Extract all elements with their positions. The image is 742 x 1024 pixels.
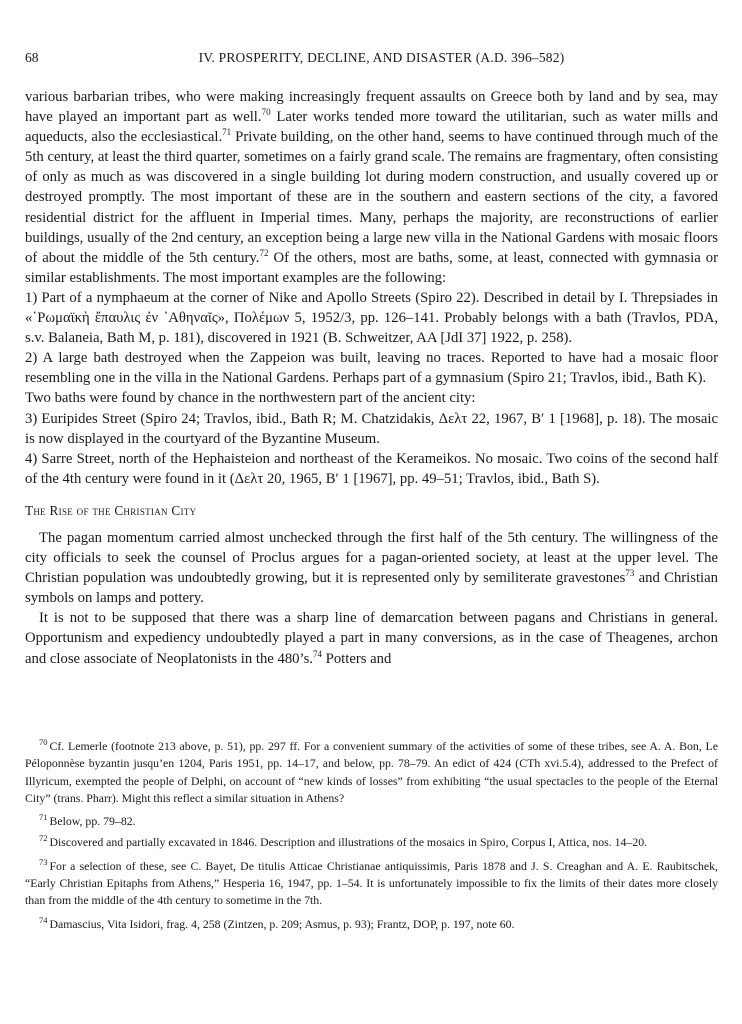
list-item-sarre-street: 4) Sarre Street, north of the Hephaisteion and northeast of the Kerameikos. No mosaic. Two coins of the second half of the 4th century were found in it (Δελτ 20, 1965, B′ 1 [1967], pp. 49–51; Travlos, ibid., Bath S).	[25, 450, 718, 487]
footnote-72	[25, 834, 718, 851]
footnote-text: Damascius, Vita Isidori, frag. 4, 258 (Zintzen, p. 209; Asmus, p. 93); Frantz, DOP, p. 197, note 60.	[49, 916, 515, 931]
footnote-74	[25, 916, 718, 933]
footnote-text: Discovered and partially excavated in 1846. Description and illustrations of the mosaics in Spiro, Corpus I, Attica, nos. 14–20.	[49, 835, 648, 850]
text-run: Of the others, most are baths, some, at least, connected with gymnasia or similar establishments. The most important examples are the following:	[25, 249, 718, 286]
page-number: 68	[25, 50, 39, 65]
footnote-number: 73	[39, 856, 48, 867]
two-baths-note: Two baths were found by chance in the northwestern part of the ancient city:	[25, 390, 476, 407]
footnote-number: 72	[39, 833, 48, 844]
footnote-ref-72[interactable]: 72	[259, 247, 269, 258]
footnote-ref-74[interactable]: 74	[312, 648, 322, 659]
footnote-text: Cf. Lemerle (footnote 213 above, p. 51), pp. 297 ff. For a convenient summary of the activities of some of these tribes, see A. A. Bon, Le Péloponnèse byzantin jusqu’en 1204, Paris 1951, pp. 14–17, and below, pp. 78–79. An edict of 424 (CTh xvi.5.4), addressed to the Prefect of Illyricum, exempted the people of Delphi, on account of “new kinds of losses” from exhibiting “the usual spectacles to the people of the Eternal City” (trans. Pharr). Might this reflect a similar situation in Athens?	[25, 739, 718, 805]
paragraph-demarcation	[25, 608, 718, 668]
footnote-ref-73[interactable]: 73	[625, 568, 635, 579]
running-head	[25, 50, 718, 72]
footnote-number: 70	[39, 737, 48, 747]
footnote-71	[25, 813, 718, 830]
paragraph-baths	[25, 87, 718, 288]
text-run: and Christian symbols on lamps and pottery.	[25, 570, 719, 607]
footnote-text: Below, pp. 79–82.	[49, 814, 136, 829]
section-heading: The Rise of the Christian City	[25, 502, 197, 518]
footnote-70	[25, 738, 718, 807]
paragraph-pagan-momentum	[25, 528, 718, 608]
list-item-zappeion-bath: 2) A large bath destroyed when the Zappeion was built, leaving no traces. Reported to have had a mosaic floor resembling one in the villa in the National Gardens. Perhaps part of a gymnasium (Spiro 21; Travlos, ibid., Bath K).	[25, 350, 718, 387]
text-run: It is not to be supposed that there was a sharp line of demarcation between pagans and Christians in general. Opportunism and expediency undoubtedly played a part in many conversions, as in the case of Theagenes, archon and close associate of Neoplatonists in the 480’s.	[25, 610, 718, 667]
list-item-euripides-street: 3) Euripides Street (Spiro 24; Travlos, ibid., Bath R; M. Chatzidakis, Δελτ 22, 1967, B′ 1 [1968], p. 18). The mosaic is now displayed in the courtyard of the Byzantine Museum.	[25, 410, 718, 447]
footnote-ref-71[interactable]: 71	[222, 127, 232, 138]
text-run: various barbarian tribes, who were making increasingly frequent assaults on Greece both by land and by sea, may have played an important part as well.	[25, 89, 718, 126]
text-run: Private building, on the other hand, seems to have continued through much of the 5th century, at least the third quarter, sometimes on a fairly grand scale. The remains are fragmentary, often consisting of only as much as was discovered in a single building lot during modern construction, and usually covered up or destroyed promptly. The most important of these are in the southern and eastern sections of the city, a favored residential district for the affluent in Imperial times. Many, perhaps the majority, are reconstructions of earlier buildings, usually of the 2nd century, an exception being a large new villa in the National Gardens with mosaic floors of about the middle of the 5th century.	[25, 129, 719, 266]
footnotes	[25, 738, 718, 939]
running-title: IV. PROSPERITY, DECLINE, AND DISASTER (A.D. 396–582)	[198, 50, 565, 65]
list-item-nymphaeum: 1) Part of a nymphaeum at the corner of Nike and Apollo Streets (Spiro 22). Described in detail by I. Threpsiades in «῾Ρωμαϊκὴ ἔπαυλις ἐν ᾿Αθηναῖς», Πολέμων 5, 1952/3, pp. 126–141. Probably belongs with a bath (Travlos, PDA, s.v. Balaneia, Bath M, p. 181), discovered in 1921 (B. Schweitzer, AA [JdI 37] 1922, p. 258).	[25, 289, 719, 347]
footnote-number: 74	[39, 914, 48, 925]
text-run: The pagan momentum carried almost unchecked through the first half of the 5th century. The willingness of the city officials to seek the counsel of Proclus argues for a pagan-oriented society, at least at the upper level. The Christian population was undoubtedly growing, but it is represented only by semiliterate gravestones	[25, 529, 718, 587]
footnote-text: For a selection of these, see C. Bayet, De titulis Atticae Christianae antiquissimis, Paris 1878 and J. S. Creaghan and A. E. Raubitschek, “Early Christian Epitaphs from Athens,” Hesperia 16, 1947, pp. 1–54. It is unfortunately impossible to fix the limits of their dates more closely than from the middle of the 4th century to sometime in the 7th.	[25, 858, 718, 908]
text-run: Potters and	[321, 650, 392, 667]
text-run: Later works tended more toward the utilitarian, such as water mills and aqueducts, also the ecclesiastical.	[25, 109, 719, 146]
footnote-73	[25, 858, 718, 910]
footnote-number: 71	[39, 812, 48, 823]
main-text	[25, 87, 718, 669]
footnote-ref-70[interactable]: 70	[261, 107, 271, 118]
